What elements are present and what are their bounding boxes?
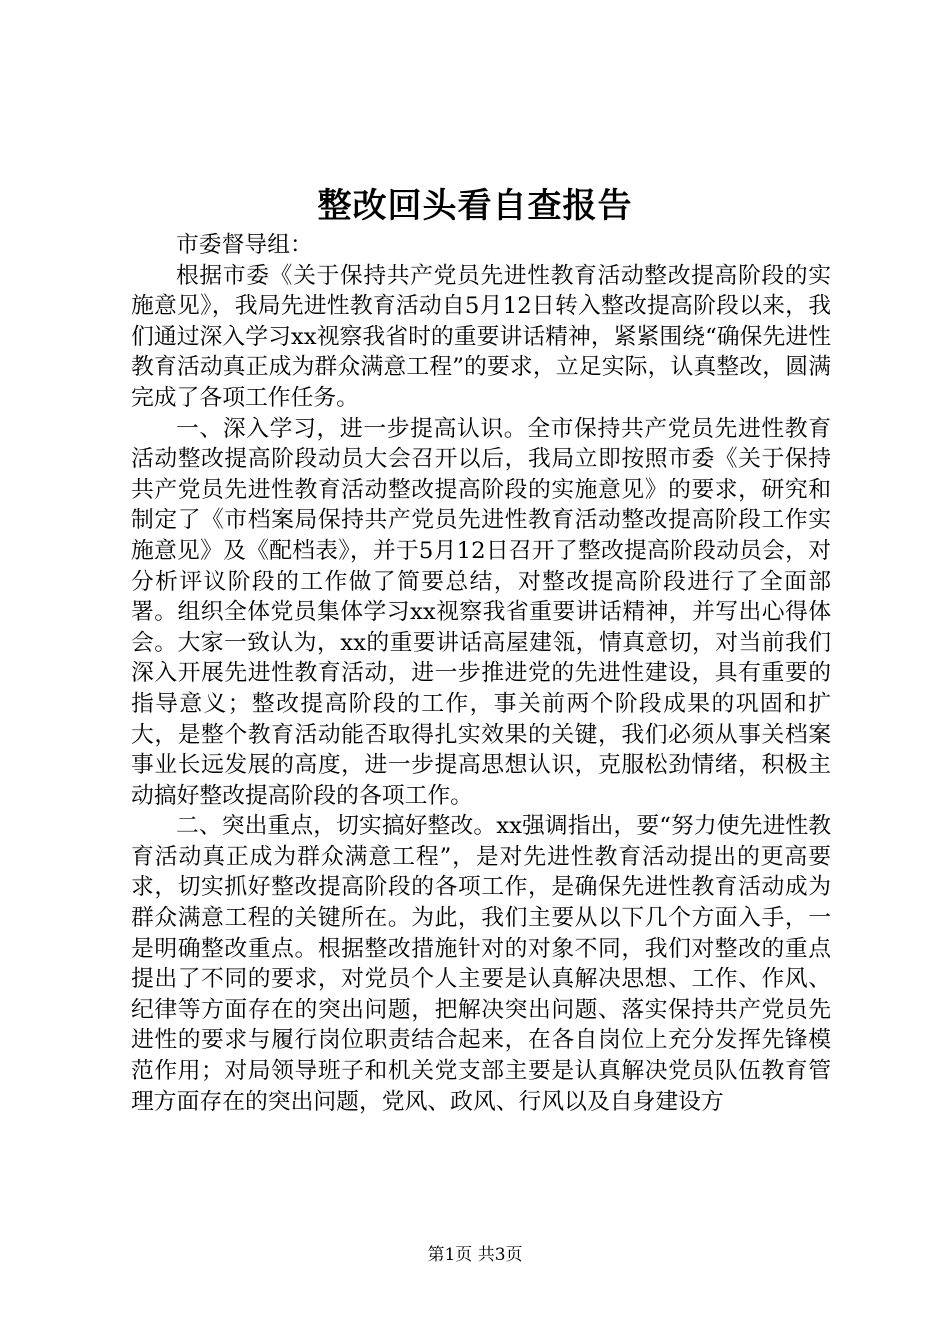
paragraph-intro: 根据市委《关于保持共产党员先进性教育活动整改提高阶段的实施意见》，我局先进性教育活动自5月12日转入整改提高阶段以来，我们通过深入学习xx视察我省时的重要讲话精神，紧紧围绕“确保先进性教育活动真正成为群众满意工程”的要求，立足实际，认真整改，圆满完成了各项工作任务。 <box>131 262 831 411</box>
paragraph-section-1: 一、深入学习，进一步提高认识。全市保持共产党员先进性教育活动整改提高阶段动员大会召开以后，我局立即按照市委《关于保持共产党员先进性教育活动整改提高阶段的实施意见》的要求，研究和制定了《市档案局保持共产党员先进性教育活动整改提高阶段工作实施意见》及《配档表》，并于5月12日召开了整改提高阶段动员会，对分析评议阶段的工作做了简要总结，对整改提高阶段进行了全面部署。组织全体党员集体学习xx视察我省重要讲话精神，并写出心得体会。大家一致认为，xx的重要讲话高屋建瓴，情真意切，对当前我们深入开展先进性教育活动，进一步推进党的先进性建设，具有重要的指导意义；整改提高阶段的工作，事关前两个阶段成果的巩固和扩大，是整个教育活动能否取得扎实效果的关键，我们必须从事关档案事业长远发展的高度，进一步提高思想认识，克服松劲情绪，积极主动搞好整改提高阶段的各项工作。 <box>131 415 831 809</box>
page-footer: 第1页 共3页 <box>427 1245 523 1265</box>
paragraph-section-2: 二、突出重点，切实搞好整改。xx强调指出，要“努力使先进性教育活动真正成为群众满意工程”，是对先进性教育活动提出的更高要求，切实抓好整改提高阶段的各项工作，是确保先进性教育活动成为群众满意工程的关键所在。为此，我们主要从以下几个方面入手，一是明确整改重点。根据整改措施针对的对象不同，我们对整改的重点提出了不同的要求，对党员个人主要是认真解决思想、工作、作风、纪律等方面存在的突出问题，把解决突出问题、落实保持共产党员先进性的要求与履行岗位职责结合起来，在各自岗位上充分发挥先锋模范作用；对局领导班子和机关党支部主要是认真解决党员队伍教育管理方面存在的突出问题，党风、政风、行风以及自身建设方 <box>131 813 831 1115</box>
document-body <box>131 230 831 1117</box>
document-title: 整改回头看自查报告 <box>317 186 633 226</box>
salutation: 市委督导组： <box>176 232 313 258</box>
